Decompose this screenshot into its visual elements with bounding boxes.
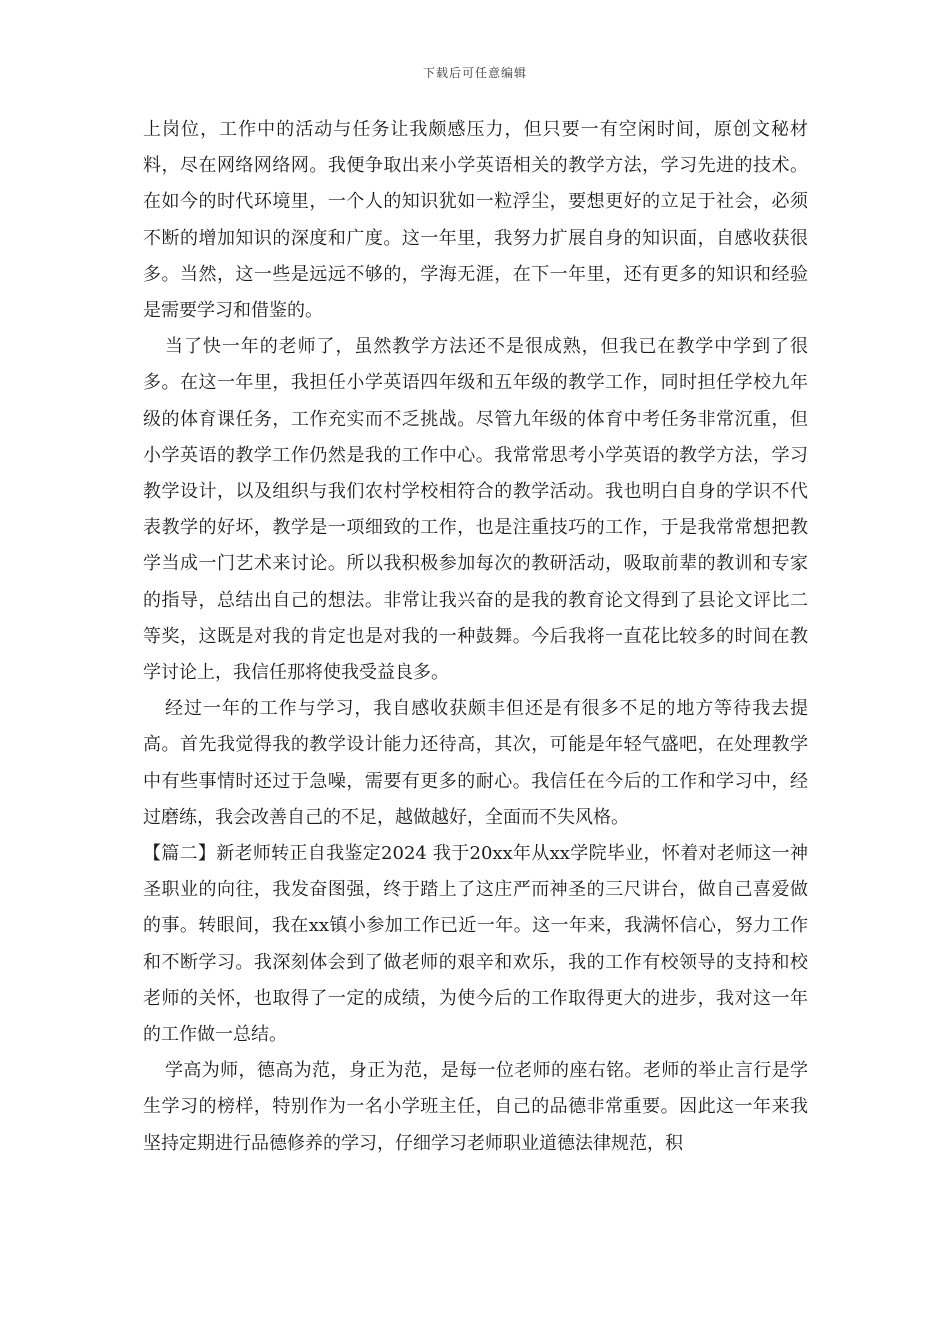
paragraph-1: 上岗位，工作中的活动与任务让我颇感压力，但只要一有空闲时间，原创文秘材料，尽在网络网络网。我便争取出来小学英语相关的教学方法，学习先进的技术。在如今的时代环境里，一个人的知识犹如一粒浮尘，要想更好的立足于社会，必须不断的增加知识的深度和广度。这一年里，我努力扩展自身的知识面，自感收获很多。当然，这一些是远远不够的，学海无涯，在下一年里，还有更多的知识和经验是需要学习和借鉴的。 xyxy=(143,119,808,322)
paragraph-5: 学高为师，德高为范，身正为范，是每一位老师的座右铭。老师的举止言行是学生学习的榜样，特别作为一名小学班主任，自己的品德非常重要。因此这一年来我坚持定期进行品德修养的学习，仔细学习老师职业道德法律规范，积 xyxy=(143,1060,808,1154)
paragraph-4-section-two: 【篇二】新老师转正自我鉴定2024 我于20xx年从xx学院毕业，怀着对老师这一神圣职业的向往，我发奋图强，终于踏上了这庄严而神圣的三尺讲台，做自己喜爱做的事。转眼间，我在xx镇小参加工作已近一年。这一年来，我满怀信心，努力工作和不断学习。我深刻体会到了做老师的艰辛和欢乐，我的工作有校领导的支持和校老师的关怀，也取得了一定的成绩，为使今后的工作取得更大的进步，我对这一年的工作做一总结。 xyxy=(143,843,808,1046)
document-body xyxy=(143,112,808,1162)
paragraph-3: 经过一年的工作与学习，我自感收获颇丰但还是有很多不足的地方等待我去提高。首先我觉得我的教学设计能力还待高，其次，可能是年轻气盛吧，在处理教学中有些事情时还过于急噪，需要有更多的耐心。我信任在今后的工作和学习中，经过磨练，我会改善自己的不足，越做越好，全面而不失风格。 xyxy=(143,698,808,828)
page-header: 下载后可任意编辑 xyxy=(422,66,527,80)
paragraph-2: 当了快一年的老师了，虽然教学方法还不是很成熟，但我已在教学中学到了很多。在这一年里，我担任小学英语四年级和五年级的教学工作，同时担任学校九年级的体育课任务，工作充实而不乏挑战。尽管九年级的体育中考任务非常沉重，但小学英语的教学工作仍然是我的工作中心。我常常思考小学英语的教学方法，学习教学设计，以及组织与我们农村学校相符合的教学活动。我也明白自身的学识不代表教学的好坏，教学是一项细致的工作，也是注重技巧的工作，于是我常常想把教学当成一门艺术来讨论。所以我积极参加每次的教研活动，吸取前辈的教训和专家的指导，总结出自己的想法。非常让我兴奋的是我的教育论文得到了县论文评比二等奖，这既是对我的肯定也是对我的一种鼓舞。今后我将一直花比较多的时间在教学讨论上，我信任那将使我受益良多。 xyxy=(143,336,808,684)
